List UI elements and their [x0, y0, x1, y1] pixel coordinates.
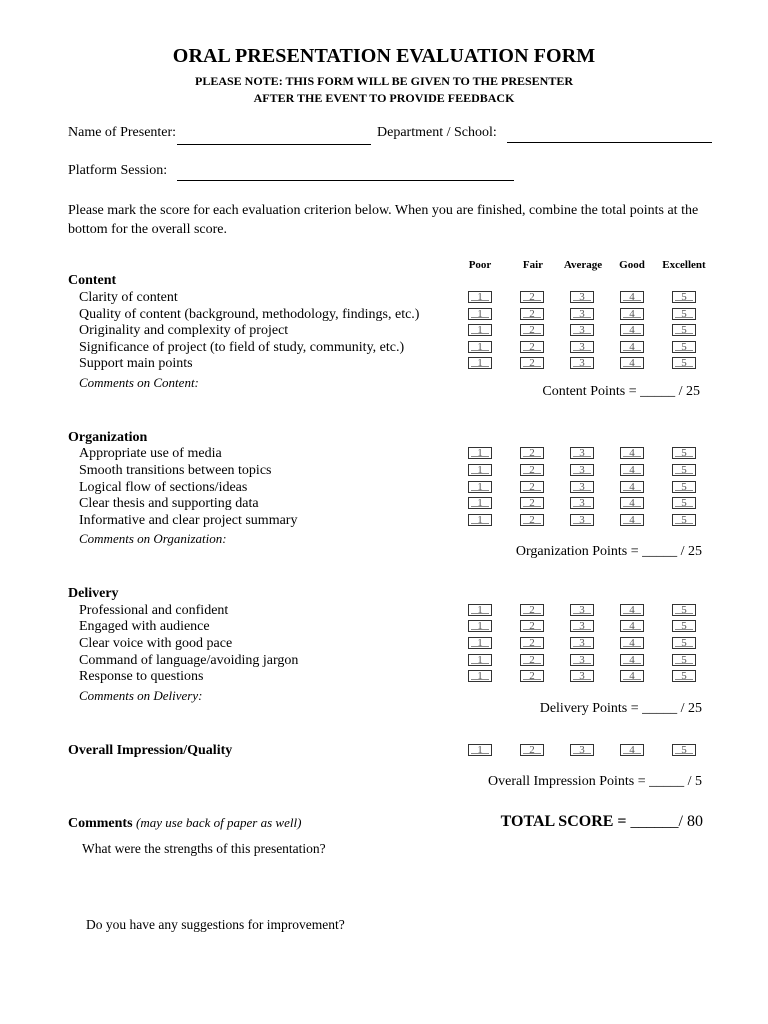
score-box-3[interactable]: 3 [570, 291, 594, 303]
criterion-label: Clear voice with good pace [79, 636, 233, 651]
score-box-3[interactable]: 3 [570, 308, 594, 320]
score-box-5[interactable]: 5 [672, 447, 696, 459]
score-box-1[interactable]: 1 [468, 291, 492, 303]
delivery-points: Delivery Points = _____ / 25 [539, 701, 702, 716]
score-box-5[interactable]: 5 [672, 308, 696, 320]
organization-points: Organization Points = _____ / 25 [515, 544, 702, 559]
score-box-4[interactable]: 4 [620, 341, 644, 353]
comments-note: (may use back of paper as well) [136, 815, 302, 830]
score-box-1[interactable]: 1 [468, 357, 492, 369]
score-box-5[interactable]: 5 [672, 341, 696, 353]
score-box-4[interactable]: 4 [620, 308, 644, 320]
score-box-2[interactable]: 2 [520, 620, 544, 632]
score-box-1[interactable]: 1 [468, 497, 492, 509]
criterion-label: Command of language/avoiding jargon [79, 653, 299, 668]
session-label: Platform Session: [68, 163, 168, 178]
presenter-name-field[interactable] [177, 144, 371, 145]
criterion-label: Clear thesis and supporting data [79, 496, 259, 511]
score-box-5[interactable]: 5 [672, 481, 696, 493]
score-box-2[interactable]: 2 [520, 481, 544, 493]
overall-impression-title: Overall Impression/Quality [68, 743, 233, 758]
criterion-label: Response to questions [79, 669, 204, 684]
score-box-3[interactable]: 3 [570, 514, 594, 526]
criterion-label: Professional and confident [79, 603, 229, 618]
score-box-4[interactable]: 4 [620, 654, 644, 666]
score-box-1[interactable]: 1 [468, 654, 492, 666]
score-box-4[interactable]: 4 [620, 637, 644, 649]
score-box-3[interactable]: 3 [570, 464, 594, 476]
total-score-label: TOTAL SCORE = [500, 813, 627, 830]
score-box-4[interactable]: 4 [620, 357, 644, 369]
score-box-4[interactable]: 4 [620, 324, 644, 336]
score-box-2[interactable]: 2 [520, 464, 544, 476]
criterion-label: Logical flow of sections/ideas [79, 480, 248, 495]
score-box-2[interactable]: 2 [520, 447, 544, 459]
score-box-2[interactable]: 2 [520, 604, 544, 616]
scale-header-average: Average [563, 259, 603, 271]
score-box-5[interactable]: 5 [672, 620, 696, 632]
score-box-1[interactable]: 1 [468, 744, 492, 756]
strengths-question: What were the strengths of this presentation? [82, 841, 326, 856]
scale-header-fair: Fair [522, 259, 544, 271]
score-box-4[interactable]: 4 [620, 464, 644, 476]
score-box-3[interactable]: 3 [570, 357, 594, 369]
score-box-1[interactable]: 1 [468, 620, 492, 632]
score-box-2[interactable]: 2 [520, 744, 544, 756]
instructions-text: Please mark the score for each evaluation criterion below. When you are finished, combine the total points at the bottom for the overall score. [68, 203, 699, 237]
score-box-4[interactable]: 4 [620, 514, 644, 526]
score-box-4[interactable]: 4 [620, 620, 644, 632]
criterion-label: Engaged with audience [79, 619, 210, 634]
score-box-4[interactable]: 4 [620, 744, 644, 756]
score-box-1[interactable]: 1 [468, 670, 492, 682]
criterion-label: Originality and complexity of project [79, 323, 289, 338]
criterion-label: Clarity of content [79, 290, 178, 305]
score-box-2[interactable]: 2 [520, 637, 544, 649]
platform-session-field[interactable] [177, 180, 514, 181]
score-box-5[interactable]: 5 [672, 670, 696, 682]
presenter-label: Name of Presenter: [68, 125, 177, 140]
form-note-line-2: AFTER THE EVENT TO PROVIDE FEEDBACK [253, 91, 515, 105]
score-box-3[interactable]: 3 [570, 744, 594, 756]
score-box-3[interactable]: 3 [570, 447, 594, 459]
criterion-label: Significance of project (to field of study, community, etc.) [79, 340, 405, 355]
score-box-4[interactable]: 4 [620, 497, 644, 509]
score-box-4[interactable]: 4 [620, 481, 644, 493]
score-box-5[interactable]: 5 [672, 514, 696, 526]
score-box-1[interactable]: 1 [468, 447, 492, 459]
score-box-2[interactable]: 2 [520, 514, 544, 526]
score-box-1[interactable]: 1 [468, 308, 492, 320]
score-box-3[interactable]: 3 [570, 481, 594, 493]
score-box-3[interactable]: 3 [570, 341, 594, 353]
score-box-1[interactable]: 1 [468, 324, 492, 336]
form-note-line-1: PLEASE NOTE: THIS FORM WILL BE GIVEN TO THE PRESENTER [195, 74, 573, 88]
score-box-2[interactable]: 2 [520, 324, 544, 336]
score-box-3[interactable]: 3 [570, 604, 594, 616]
score-box-2[interactable]: 2 [520, 341, 544, 353]
score-box-5[interactable]: 5 [672, 637, 696, 649]
scale-header-poor: Poor [468, 259, 492, 271]
score-box-5[interactable]: 5 [672, 744, 696, 756]
section-title-content: Content [68, 273, 117, 288]
total-score-value: ______/ 80 [630, 813, 703, 830]
score-box-4[interactable]: 4 [620, 447, 644, 459]
scale-header-good: Good [619, 259, 645, 271]
criterion-label: Support main points [79, 356, 193, 371]
score-box-1[interactable]: 1 [468, 481, 492, 493]
comments-heading [68, 815, 301, 832]
section-title-delivery: Delivery [68, 586, 119, 601]
criterion-label: Appropriate use of media [79, 446, 222, 461]
score-box-2[interactable]: 2 [520, 654, 544, 666]
score-box-5[interactable]: 5 [672, 604, 696, 616]
content-points: Content Points = _____ / 25 [542, 384, 700, 399]
scale-header-excellent: Excellent [662, 259, 706, 271]
score-box-2[interactable]: 2 [520, 670, 544, 682]
score-box-2[interactable]: 2 [520, 308, 544, 320]
score-box-1[interactable]: 1 [468, 341, 492, 353]
criterion-label: Smooth transitions between topics [79, 463, 272, 478]
score-box-4[interactable]: 4 [620, 670, 644, 682]
score-box-5[interactable]: 5 [672, 291, 696, 303]
overall-impression-points: Overall Impression Points = _____ / 5 [488, 774, 702, 789]
comments-label: Comments [68, 816, 133, 831]
score-box-4[interactable]: 4 [620, 604, 644, 616]
score-box-4[interactable]: 4 [620, 291, 644, 303]
score-box-5[interactable]: 5 [672, 497, 696, 509]
score-box-1[interactable]: 1 [468, 604, 492, 616]
score-box-2[interactable]: 2 [520, 357, 544, 369]
comments-content-label: Comments on Content: [79, 375, 199, 390]
score-box-5[interactable]: 5 [672, 324, 696, 336]
improvement-question: Do you have any suggestions for improvement? [86, 917, 345, 932]
department-label: Department / School: [377, 125, 497, 140]
score-box-5[interactable]: 5 [672, 357, 696, 369]
criterion-label: Informative and clear project summary [79, 513, 298, 528]
score-box-2[interactable]: 2 [520, 497, 544, 509]
score-box-3[interactable]: 3 [570, 324, 594, 336]
comments-organization-label: Comments on Organization: [79, 531, 227, 546]
score-box-1[interactable]: 1 [468, 514, 492, 526]
section-title-organization: Organization [68, 430, 148, 445]
score-box-3[interactable]: 3 [570, 497, 594, 509]
comments-delivery-label: Comments on Delivery: [79, 688, 203, 703]
score-box-2[interactable]: 2 [520, 291, 544, 303]
score-box-5[interactable]: 5 [672, 464, 696, 476]
score-box-3[interactable]: 3 [570, 637, 594, 649]
department-field[interactable] [507, 142, 712, 143]
score-box-3[interactable]: 3 [570, 620, 594, 632]
score-box-1[interactable]: 1 [468, 637, 492, 649]
form-title: ORAL PRESENTATION EVALUATION FORM [172, 45, 596, 67]
criterion-label: Quality of content (background, methodology, findings, etc.) [79, 307, 420, 322]
score-box-3[interactable]: 3 [570, 654, 594, 666]
score-box-5[interactable]: 5 [672, 654, 696, 666]
score-box-3[interactable]: 3 [570, 670, 594, 682]
total-score [501, 813, 703, 831]
score-box-1[interactable]: 1 [468, 464, 492, 476]
